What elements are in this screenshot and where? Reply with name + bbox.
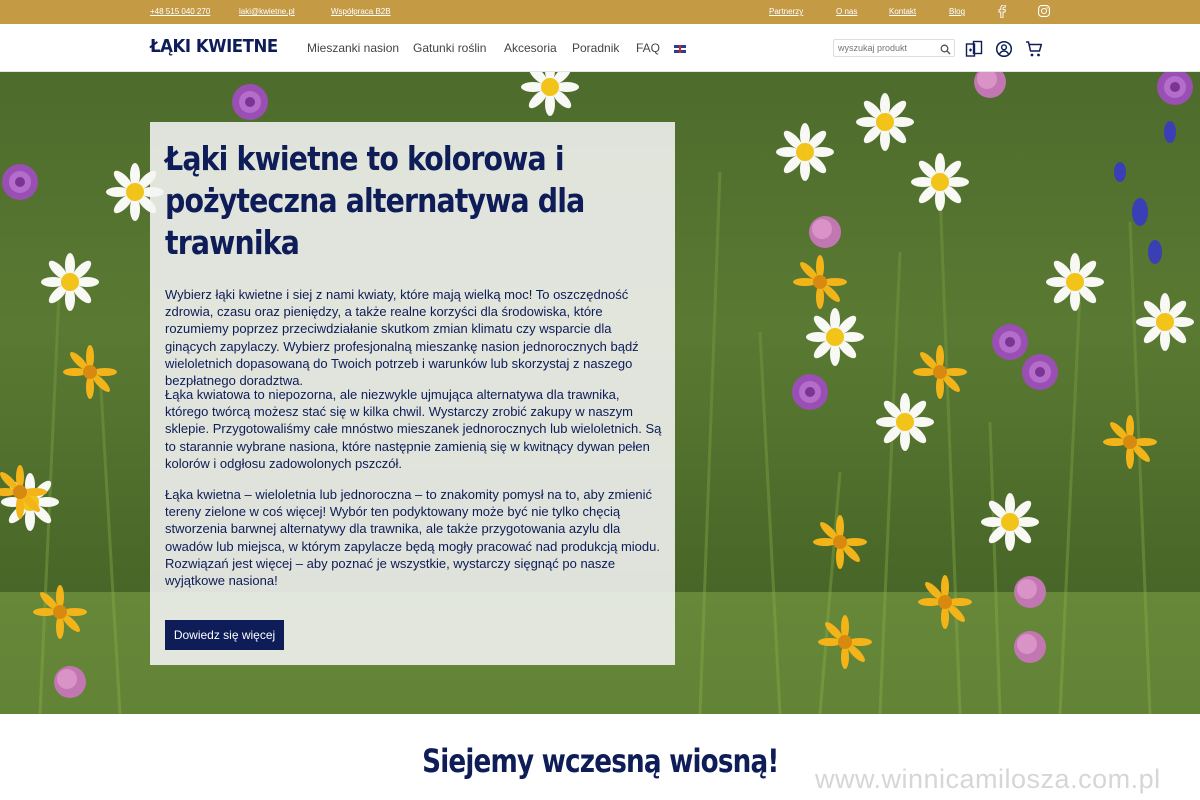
blog-link[interactable]: Blog bbox=[949, 7, 966, 16]
site-logo[interactable]: ŁĄKI KWIETNE bbox=[150, 36, 278, 57]
about-link[interactable]: O nas bbox=[836, 7, 858, 16]
partners-link[interactable]: Partnerzy bbox=[769, 7, 804, 16]
phone-link[interactable]: +48 515 040 270 bbox=[150, 7, 211, 16]
section-title-text: Siejemy wczesną wiosną! bbox=[421, 742, 779, 780]
b2b-link[interactable]: Współpraca B2B bbox=[331, 7, 391, 16]
email-link[interactable]: laki@kwietne.pl bbox=[239, 7, 295, 16]
learn-more-button[interactable]: Dowiedz się więcej bbox=[165, 620, 284, 650]
nav-item-seed-mixes[interactable]: Mieszanki nasion bbox=[307, 41, 400, 55]
hero-banner bbox=[0, 72, 1200, 714]
user-icon[interactable] bbox=[995, 40, 1013, 58]
nav-item-faq[interactable]: FAQ bbox=[636, 41, 661, 55]
hero-paragraph-1: Wybierz łąki kwietne i siej z nami kwiaty, które mają wielką moc! To oszczędność zdrowia, czasu oraz pieniędzy, a także realne korzyści dla środowiska, które rozumiemy poprzez przeciwdziałanie skutkom zmian klimatu czy wsparcie dla ginących zapylaczy. Wybierz profesjonalną mieszankę nasion jednorocznych bądź wieloletnich dopasowaną do Twoich potrzeb i warunków lub skorzystaj z naszego bezpłatnego doradztwa. bbox=[165, 287, 639, 389]
english-flag-icon[interactable] bbox=[674, 45, 686, 53]
instagram-icon[interactable] bbox=[1037, 4, 1051, 18]
search-icon[interactable] bbox=[940, 42, 952, 54]
hero-content-panel bbox=[150, 122, 675, 665]
nav-item-guide[interactable]: Poradnik bbox=[572, 41, 620, 55]
contact-link[interactable]: Kontakt bbox=[889, 7, 917, 16]
search-input[interactable] bbox=[833, 39, 955, 57]
hero-title: Łąki kwietne to kolorowa i pożyteczna alternatywa dla trawnika bbox=[165, 139, 585, 262]
compare-icon[interactable] bbox=[965, 40, 983, 58]
nav-item-accessories[interactable]: Akcesoria bbox=[504, 41, 557, 55]
cart-icon[interactable] bbox=[1025, 40, 1043, 58]
top-bar bbox=[0, 0, 1200, 24]
hero-paragraph-2: Łąka kwiatowa to niepozorna, ale niezwykle ujmująca alternatywa dla trawnika, którego twórcą możesz stać się w kilka chwil. Wystarczy zrobić zakupy w naszym sklepie. Przygotowaliśmy całe mnóstwo mieszanek jednorocznych lub wieloletnich. Są to starannie wybrane nasiona, które następnie zamienią się w kwitnący dywan pełen kolorów i odgłosu zadowolonych pszczół. bbox=[165, 387, 662, 471]
hero-paragraph-3: Łąka kwietna – wieloletnia lub jednoroczna – to znakomity pomysł na to, aby zmienić tereny zielone w coś więcej! Wybór ten podyktowany może być nie tylko chęcią stworzenia barwnej alternatywy dla trawnika, ale także przygotowania azylu dla owadów lub miejsca, w którym zapylacze będą mogły pracować nad produkcją miodu. Rozwiązań jest więcej – aby poznać je wszystkie, wystarczy sięgnąć po nasze wyjątkowe nasiona! bbox=[165, 487, 660, 589]
nav-item-plant-species[interactable]: Gatunki roślin bbox=[413, 41, 487, 55]
watermark: www.winnicamilosza.com.pl bbox=[815, 764, 1161, 794]
facebook-icon[interactable] bbox=[995, 4, 1009, 18]
main-header bbox=[0, 24, 1200, 72]
